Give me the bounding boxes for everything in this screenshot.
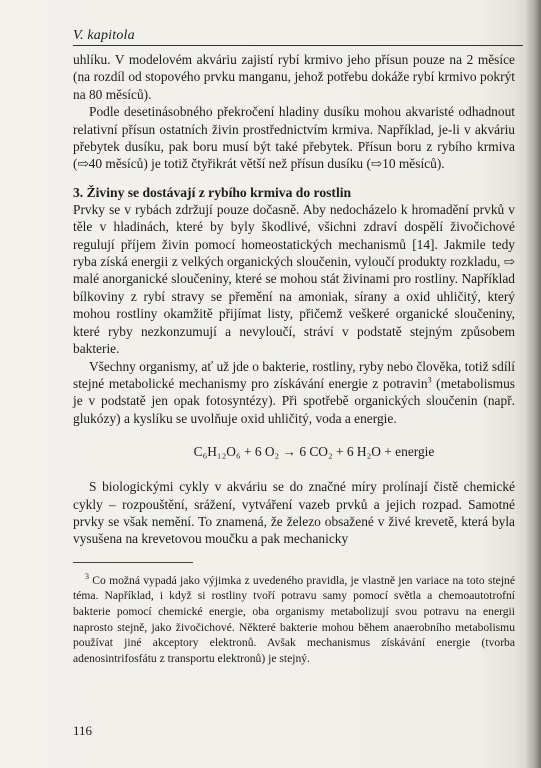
running-header <box>73 26 523 46</box>
paragraph-5: S biologickými cykly v akváriu se do značné míry prolínají čistě chemické cykly – rozpouštění, srážení, vytváření vazeb prvků a jejich rozpad. Samotné prvky se však nemění. To znamená, že železo obsažené v živé krevetě, která byla vysušena na krevetovou moučku a pak mechanicky <box>73 479 515 547</box>
footnote-divider <box>73 562 193 563</box>
footnote-body: Co možná vypadá jako výjimka z uvedeného pravidla, je vlastně jen variace na toto stejné téma. Například, i když si rostliny tvoří potravu samy pomocí světla a chemoautotrofní bakterie pomocí chemické energie, oba organismy metabolizují svou potravu na energii naprosto stejně, jako živočichové. Některé bakterie mohou během anaerobního metabolismu používat jiné akceptory elektronů. Avšak mechanismus získávání energie (tvorba adenosintrifosfátu z transportu elektronů) je stejný. <box>73 573 515 665</box>
footnote <box>73 573 515 667</box>
paragraph-2: Podle desetinásobného překročení hladiny dusíku mohou akvaristé odhadnout relativní přísun ostatních živin prostřednictvím krmiva. Například, je-li v akváriu přebytek dusíku, pak boru musí být také přebytek. Přísun boru z rybího krmiva (⇨40 měsíců) je totiž čtyřikrát větší než přísun dusíku (⇨10 měsíců). <box>73 104 515 172</box>
page-content <box>73 51 515 666</box>
chapter-title: V. kapitola <box>73 28 135 43</box>
paragraph-1: uhlíku. V modelovém akváriu zajistí rybí krmivo jeho přísun pouze na 2 měsíce (na rozdíl od stopového prvku manganu, jehož potřebu dokáže rybí krmivo pokrýt na 80 měsíců). <box>73 52 515 102</box>
paragraph-4-text-b: (metabolismus je v podstatě jen opak fotosyntézy). Při spotřebě organických sloučenin (např. glukózy) a kyslíku se uvolňuje oxid uhličitý, voda a energie. <box>73 375 515 426</box>
page-number: 116 <box>73 723 93 738</box>
footnote-marker: 3 <box>427 375 432 385</box>
footnote-text <box>73 573 515 667</box>
chemical-equation: C₆H₁₂O₆ + 6 O₂ → 6 CO₂ + 6 H₂O + energie <box>193 444 435 460</box>
paragraph-4-text-a: Všechny organismy, ať už jde o bakterie, rostliny, ryby nebo člověka, totiž sdílí stejné metabolické mechanismy pro získávání energie z potravin <box>73 358 515 391</box>
paragraph-4 <box>73 358 515 428</box>
page-edge-shadow <box>525 0 541 768</box>
footnote-number: 3 <box>85 571 89 581</box>
section-heading: 3. Živiny se dostávají z rybího krmiva do rostlin <box>73 184 352 200</box>
paragraph-3: Prvky se v rybách zdržují pouze dočasně. Aby nedocházelo k hromadění prvků v těle v hladinách, které by byly škodlivé, všichni zdraví dospělí živočichové regulují příjem živin pomocí homeostatických mechanismů [14]. Jakmile tedy ryba získá energii z velkých organických sloučenin, vyloučí produkty rozkladu, ⇨ malé anorganické sloučeniny, které se mohou stát živinami pro rostliny. Například bílkoviny z rybí stravy se přemění na amoniak, sírany a oxid uhličitý, který mohou rostliny okamžitě přijímat listy, přičemž veškeré organické sloučeniny, které ryby nezkonzumují a nevyloučí, stráví v podstatě stejným způsobem bakterie. <box>73 201 515 357</box>
